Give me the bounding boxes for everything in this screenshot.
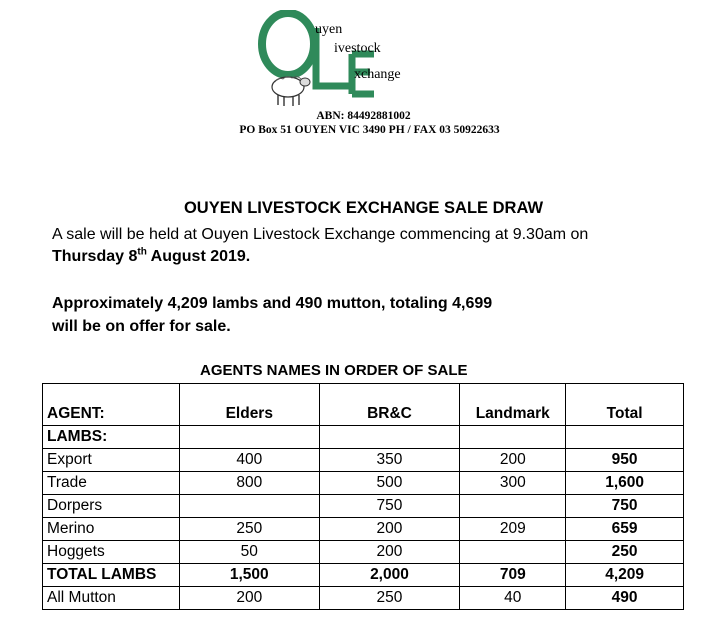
sale-date-day: Thursday 8 xyxy=(52,248,138,265)
company-logo xyxy=(258,10,418,110)
sale-date xyxy=(52,246,588,268)
cell-brc: 250 xyxy=(319,587,460,610)
cell-brc: 2,000 xyxy=(319,564,460,587)
row-label: Export xyxy=(43,449,180,472)
cell-total: 250 xyxy=(566,541,684,564)
table-header-row xyxy=(43,384,684,426)
table-section-row xyxy=(43,426,684,449)
row-label: TOTAL LAMBS xyxy=(43,564,180,587)
intro-line: A sale will be held at Ouyen Livestock Exchange commencing at 9.30am on xyxy=(52,226,589,243)
table-row xyxy=(43,449,684,472)
cell-total: 659 xyxy=(566,518,684,541)
cell-landmark xyxy=(460,541,566,564)
sheep-icon xyxy=(272,77,310,106)
row-label: All Mutton xyxy=(43,587,180,610)
cell-elders: 800 xyxy=(179,472,319,495)
table-cell xyxy=(179,426,319,449)
row-label: Merino xyxy=(43,518,180,541)
cell-total: 490 xyxy=(566,587,684,610)
sale-draw-table xyxy=(42,383,684,610)
approx-line-2: will be on offer for sale. xyxy=(52,318,231,335)
cell-total: 1,600 xyxy=(566,472,684,495)
cell-total: 4,209 xyxy=(566,564,684,587)
abn-text: ABN: 84492881002 xyxy=(316,110,411,122)
cell-elders: 400 xyxy=(179,449,319,472)
section-label-lambs: LAMBS: xyxy=(43,426,180,449)
header-brc: BR&C xyxy=(319,384,460,426)
cell-landmark: 300 xyxy=(460,472,566,495)
approx-line-1: Approximately 4,209 lambs and 490 mutton, totaling 4,699 xyxy=(52,295,493,312)
header-agent: AGENT: xyxy=(43,384,180,426)
table-row xyxy=(43,541,684,564)
table-cell xyxy=(460,426,566,449)
cell-brc: 200 xyxy=(319,541,460,564)
cell-elders: 1,500 xyxy=(179,564,319,587)
cell-brc: 350 xyxy=(319,449,460,472)
sale-date-rest: August 2019. xyxy=(146,248,251,265)
address-text: PO Box 51 OUYEN VIC 3490 PH / FAX 03 50922633 xyxy=(239,124,500,136)
cell-elders: 200 xyxy=(179,587,319,610)
table-title: AGENTS NAMES IN ORDER OF SALE xyxy=(200,362,468,379)
document-title: OUYEN LIVESTOCK EXCHANGE SALE DRAW xyxy=(183,199,544,217)
table-row-total-lambs xyxy=(43,564,684,587)
cell-elders xyxy=(179,495,319,518)
header-landmark: Landmark xyxy=(460,384,566,426)
logo-text-livestock: ivestock xyxy=(334,41,381,56)
header-total: Total xyxy=(566,384,684,426)
table-cell xyxy=(566,426,684,449)
table-row xyxy=(43,518,684,541)
cell-total: 950 xyxy=(566,449,684,472)
cell-landmark: 200 xyxy=(460,449,566,472)
row-label: Hoggets xyxy=(43,541,180,564)
cell-brc: 200 xyxy=(319,518,460,541)
logo-text-ouyen: uyen xyxy=(315,22,343,37)
row-label: Dorpers xyxy=(43,495,180,518)
letterhead xyxy=(0,109,727,137)
intro-paragraph xyxy=(52,224,588,268)
table-row xyxy=(43,495,684,518)
cell-elders: 250 xyxy=(179,518,319,541)
cell-brc: 750 xyxy=(319,495,460,518)
table-cell xyxy=(319,426,460,449)
cell-landmark: 709 xyxy=(460,564,566,587)
cell-elders: 50 xyxy=(179,541,319,564)
cell-landmark: 209 xyxy=(460,518,566,541)
cell-landmark xyxy=(460,495,566,518)
header-elders: Elders xyxy=(179,384,319,426)
logo-text-exchange: xchange xyxy=(354,67,401,82)
table-row xyxy=(43,587,684,610)
cell-brc: 500 xyxy=(319,472,460,495)
cell-landmark: 40 xyxy=(460,587,566,610)
approximate-numbers xyxy=(52,292,492,338)
cell-total: 750 xyxy=(566,495,684,518)
row-label: Trade xyxy=(43,472,180,495)
sale-date-suffix: th xyxy=(137,246,147,258)
table-row xyxy=(43,472,684,495)
